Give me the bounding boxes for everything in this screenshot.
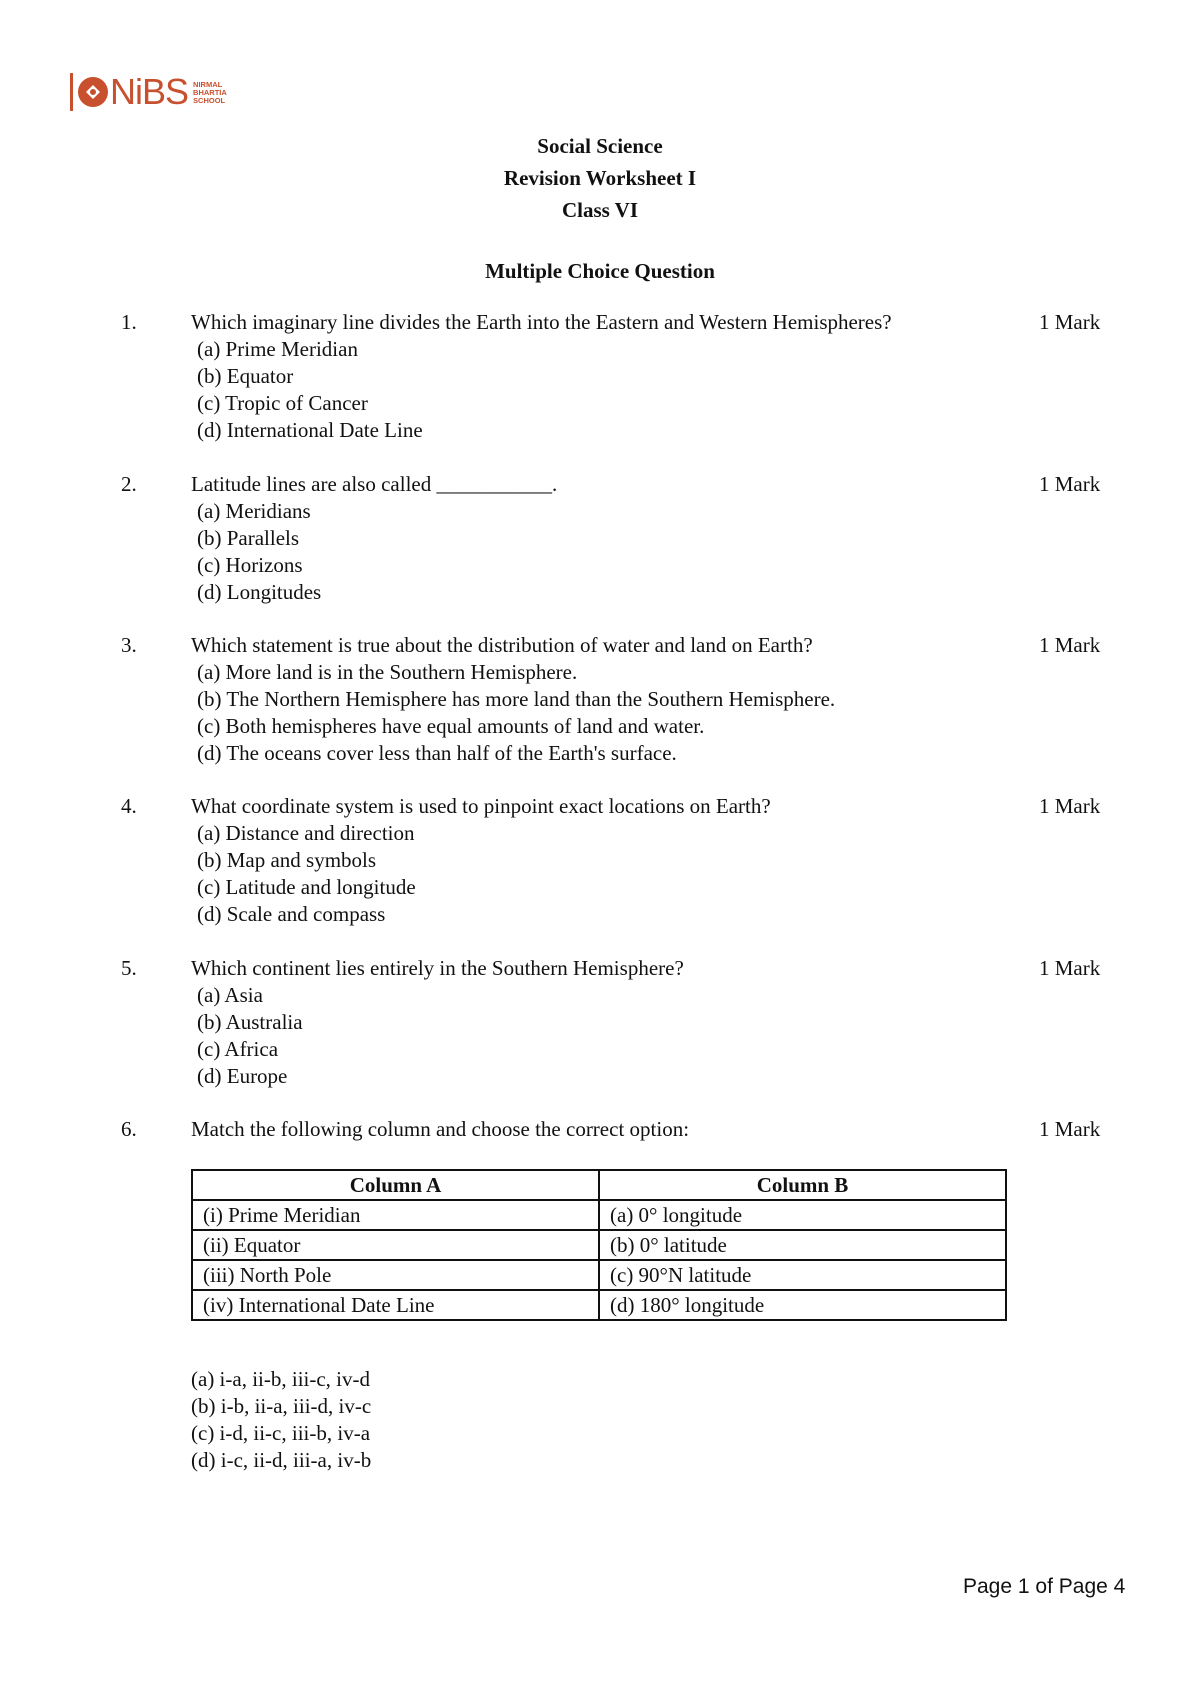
option-a: (a) Prime Meridian <box>197 337 358 361</box>
class-title: Class VI <box>561 198 639 222</box>
worksheet-title: Revision Worksheet I <box>503 166 697 190</box>
question-4 <box>0 793 1200 928</box>
question-2 <box>0 471 1200 606</box>
option-a: (a) Distance and direction <box>197 821 415 845</box>
option-a: (a) Asia <box>197 983 263 1007</box>
match-answer-options <box>191 1366 371 1474</box>
option-a: (a) More land is in the Southern Hemisphere. <box>197 660 578 684</box>
school-logo <box>70 72 227 112</box>
page-word: Page <box>963 1575 1013 1598</box>
question-marks: 1 Mark <box>1039 310 1101 334</box>
table-cell: (iii) North Pole <box>192 1260 599 1290</box>
option-d: (d) Longitudes <box>197 580 322 604</box>
match-table <box>191 1169 1007 1321</box>
question-1 <box>0 309 1200 444</box>
page-footer <box>963 1575 1125 1599</box>
table-row <box>192 1200 1006 1230</box>
table-cell: (b) 0° latitude <box>599 1230 1006 1260</box>
page-number: 1 <box>1017 1575 1030 1598</box>
option-a: (a) i-a, ii-b, iii-c, iv-d <box>191 1367 371 1391</box>
table-cell: (iv) International Date Line <box>192 1290 599 1320</box>
question-number: 6. <box>121 1117 137 1141</box>
table-row <box>192 1260 1006 1290</box>
question-number: 2. <box>121 472 137 496</box>
table-cell: (ii) Equator <box>192 1230 599 1260</box>
question-number: 5. <box>121 956 137 980</box>
option-b: (b) Equator <box>197 364 294 388</box>
question-5 <box>0 955 1200 1090</box>
option-a: (a) Meridians <box>197 499 311 523</box>
worksheet-header <box>0 130 1200 226</box>
logo-bar <box>70 73 73 111</box>
logo-subtext: NIRMAL BHARTIA SCHOOL <box>193 80 227 105</box>
question-text: What coordinate system is used to pinpoint exact locations on Earth? <box>191 794 771 818</box>
option-d: (d) The oceans cover less than half of the Earth's surface. <box>197 741 677 765</box>
question-text: Match the following column and choose the correct option: <box>191 1117 690 1141</box>
question-number: 3. <box>121 633 137 657</box>
logo-emblem-icon <box>77 76 109 108</box>
page-of: of Page <box>1035 1575 1108 1598</box>
option-c: (c) Horizons <box>197 553 303 577</box>
logo-brand-text: NiBS <box>110 71 189 112</box>
table-cell: (d) 180° longitude <box>599 1290 1006 1320</box>
table-row <box>192 1230 1006 1260</box>
question-marks: 1 Mark <box>1039 633 1101 657</box>
question-marks: 1 Mark <box>1039 956 1101 980</box>
option-d: (d) Europe <box>197 1064 288 1088</box>
section-title: Multiple Choice Question <box>485 259 715 283</box>
question-6 <box>0 1116 1200 1143</box>
table-row <box>192 1290 1006 1320</box>
option-c: (c) Latitude and longitude <box>197 875 416 899</box>
table-cell: (i) Prime Meridian <box>192 1200 599 1230</box>
question-text: Which imaginary line divides the Earth into the Eastern and Western Hemispheres? <box>191 310 892 334</box>
option-d: (d) Scale and compass <box>197 902 386 926</box>
column-a-header: Column A <box>192 1170 599 1200</box>
question-marks: 1 Mark <box>1039 794 1101 818</box>
option-b: (b) Australia <box>197 1010 303 1034</box>
column-b-header: Column B <box>599 1170 1006 1200</box>
option-c: (c) i-d, ii-c, iii-b, iv-a <box>191 1421 371 1445</box>
option-d: (d) International Date Line <box>197 418 423 442</box>
question-number: 4. <box>121 794 137 818</box>
question-marks: 1 Mark <box>1039 1117 1101 1141</box>
table-cell: (a) 0° longitude <box>599 1200 1006 1230</box>
option-b: (b) Parallels <box>197 526 300 550</box>
page-total: 4 <box>1113 1575 1126 1598</box>
question-text: Latitude lines are also called ___________. <box>191 472 558 496</box>
option-b: (b) i-b, ii-a, iii-d, iv-c <box>191 1394 372 1418</box>
option-b: (b) Map and symbols <box>197 848 377 872</box>
subject-title: Social Science <box>537 134 663 158</box>
question-number: 1. <box>121 310 137 334</box>
table-header-row <box>192 1170 1006 1200</box>
question-3 <box>0 632 1200 767</box>
question-text: Which continent lies entirely in the Southern Hemisphere? <box>191 956 684 980</box>
option-c: (c) Both hemispheres have equal amounts of land and water. <box>197 714 705 738</box>
question-text: Which statement is true about the distribution of water and land on Earth? <box>191 633 813 657</box>
option-c: (c) Tropic of Cancer <box>197 391 368 415</box>
question-marks: 1 Mark <box>1039 472 1101 496</box>
option-c: (c) Africa <box>197 1037 279 1061</box>
option-d: (d) i-c, ii-d, iii-a, iv-b <box>191 1448 372 1472</box>
option-b: (b) The Northern Hemisphere has more land than the Southern Hemisphere. <box>197 687 836 711</box>
table-cell: (c) 90°N latitude <box>599 1260 1006 1290</box>
